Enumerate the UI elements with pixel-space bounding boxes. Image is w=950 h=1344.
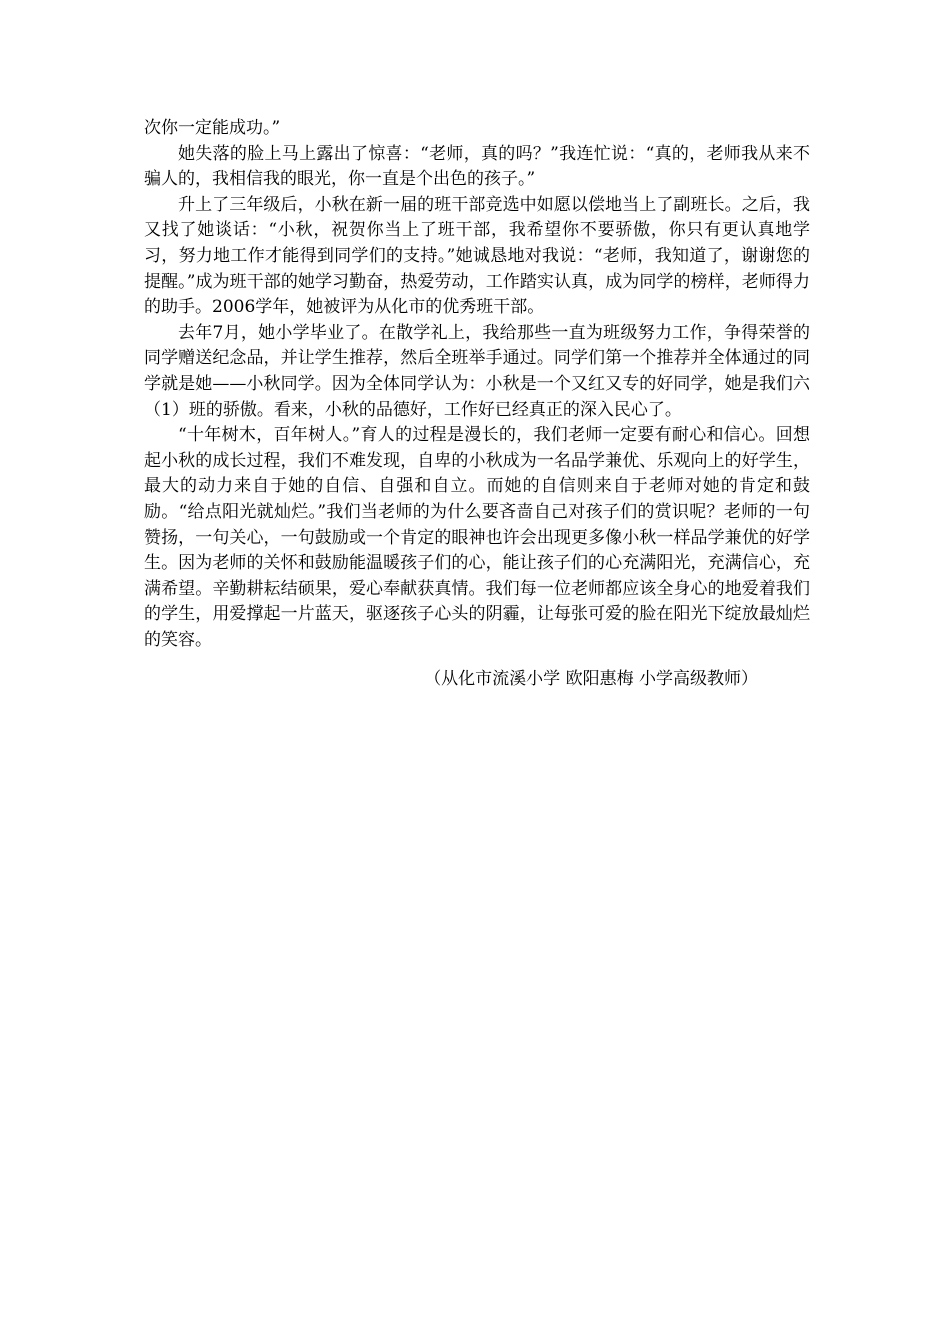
paragraph-surprise: 她失落的脸上马上露出了惊喜：“老师，真的吗？”我连忙说：“真的，老师我从来不骗人的，我相信我的眼光，你一直是个出色的孩子。” [144, 143, 810, 190]
paragraph-continuation: 次你一定能成功。” [144, 118, 281, 138]
paragraph-conclusion: “十年树木，百年树人。”育人的过程是漫长的，我们老师一定要有耐心和信心。回想起小秋的成长过程，我们不难发现，自卑的小秋成为一名品学兼优、乐观向上的好学生，最大的动力来自于她的自信、自强和自立。而她的自信则来自于老师对她的肯定和鼓励。“给点阳光就灿烂。”我们当老师的为什么要吝啬自己对孩子们的赏识呢？老师的一句赞扬，一句关心，一句鼓励或一个肯定的眼神也许会出现更多像小秋一样品学兼优的好学生。因为老师的关怀和鼓励能温暖孩子们的心，能让孩子们的心充满阳光，充满信心，充满希望。辛勤耕耘结硕果，爱心奉献获真情。我们每一位老师都应该全身心的地爱着我们的学生，用爱撑起一片蓝天，驱逐孩子心头的阴霾，让每张可爱的脸在阳光下绽放最灿烂的笑容。 [144, 425, 810, 650]
document-body [144, 116, 810, 693]
paragraph-graduation: 去年7月，她小学毕业了。在散学礼上，我给那些一直为班级努力工作，争得荣誉的同学赠送纪念品，并让学生推荐，然后全班举手通过。同学们第一个推荐并全体通过的同学就是她——小秋同学。因为全体同学认为：小秋是一个又红又专的好同学，她是我们六（1）班的骄傲。看来，小秋的品德好，工作好已经真正的深入民心了。 [144, 322, 810, 420]
author-signature: （从化市流溪小学 欧阳惠梅 小学高级教师） [424, 669, 758, 690]
paragraph-class-monitor: 升上了三年级后，小秋在新一届的班干部竞选中如愿以偿地当上了副班长。之后，我又找了她谈话：“小秋，祝贺你当上了班干部，我希望你不要骄傲，你只有更认真地学习，努力地工作才能得到同学们的支持。”她诚恳地对我说：“老师，我知道了，谢谢您的提醒。”成为班干部的她学习勤奋，热爱劳动，工作踏实认真，成为同学的榜样，老师得力的助手。2006学年，她被评为从化市的优秀班干部。 [144, 194, 810, 318]
